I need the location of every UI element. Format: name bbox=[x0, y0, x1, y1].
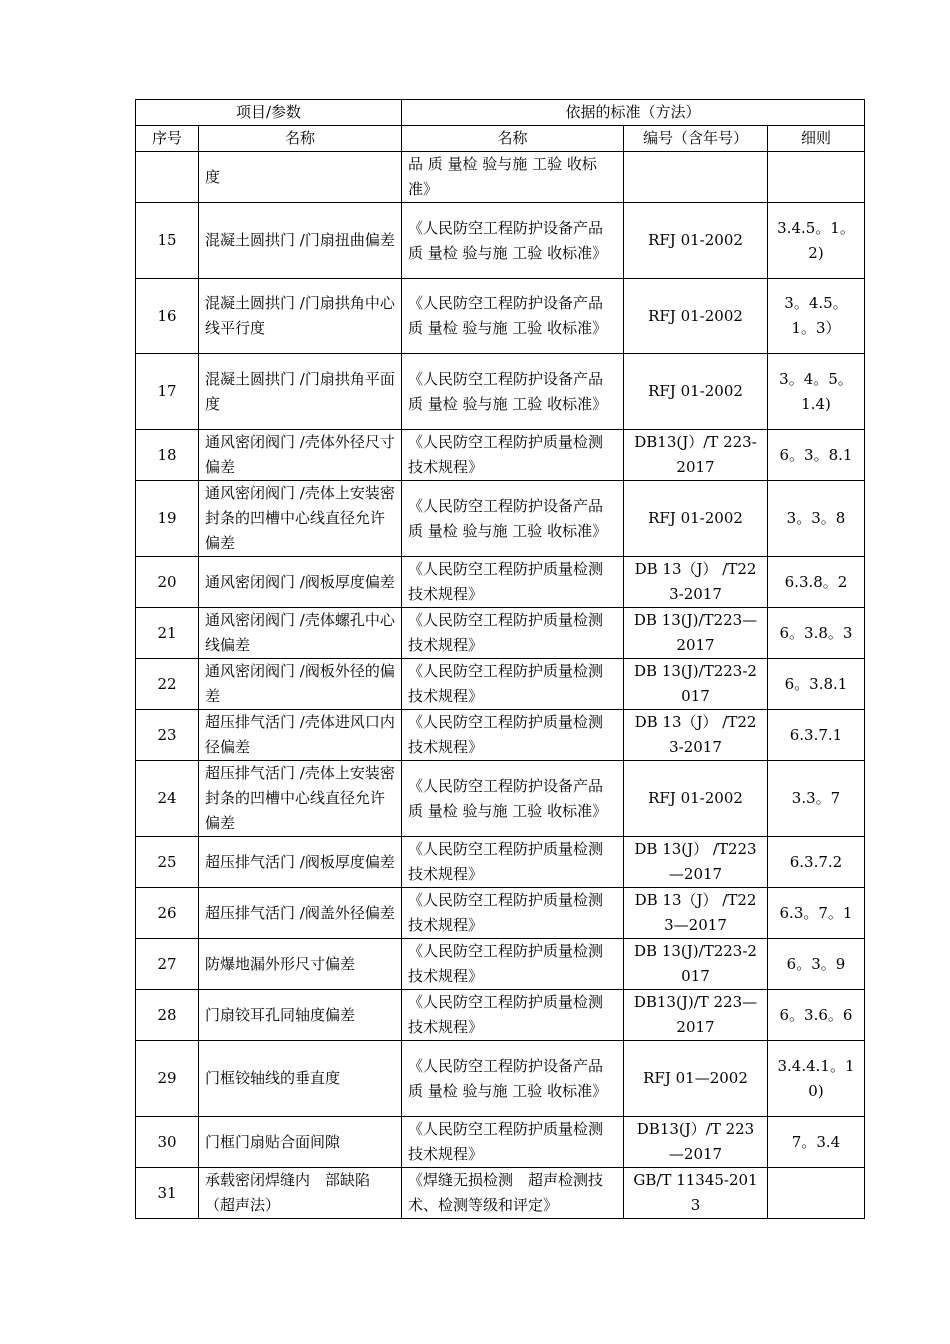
standards-table bbox=[135, 99, 865, 1219]
item-name: 混凝土圆拱门 /门扇拱角中心线平行度 bbox=[199, 279, 402, 354]
standard-name: 《人民防空工程防护质量检测技术规程》 bbox=[402, 608, 624, 659]
item-name: 通风密闭阀门 /阀板外径的偏差 bbox=[199, 659, 402, 710]
row-number: 27 bbox=[136, 939, 199, 990]
row-number: 19 bbox=[136, 481, 199, 557]
table-row bbox=[136, 279, 865, 354]
clause: 6。3.8.1 bbox=[768, 659, 865, 710]
header-standard-code: 编号（含年号） bbox=[624, 126, 768, 152]
standard-name: 《人民防空工程防护设备产品 质 量检 验与施 工验 收标准》 bbox=[402, 1041, 624, 1117]
header-standard-name: 名称 bbox=[402, 126, 624, 152]
row-number: 23 bbox=[136, 710, 199, 761]
standard-name: 《人民防空工程防护质量检测技术规程》 bbox=[402, 939, 624, 990]
clause: 7。3.4 bbox=[768, 1117, 865, 1168]
item-name: 门框铰轴线的垂直度 bbox=[199, 1041, 402, 1117]
standard-code: DB 13(J)/T223—2017 bbox=[624, 608, 768, 659]
clause: 3。3。8 bbox=[768, 481, 865, 557]
table-row bbox=[136, 1041, 865, 1117]
clause: 6。3.6。6 bbox=[768, 990, 865, 1041]
standard-name: 《人民防空工程防护质量检测技术规程》 bbox=[402, 990, 624, 1041]
clause: 6.3.8。2 bbox=[768, 557, 865, 608]
standard-code: DB13(J)/T 223—2017 bbox=[624, 990, 768, 1041]
clause: 3。4.5。1。3） bbox=[768, 279, 865, 354]
standard-code: RFJ 01-2002 bbox=[624, 354, 768, 430]
item-name: 通风密闭阀门 /阀板厚度偏差 bbox=[199, 557, 402, 608]
header-column-row bbox=[136, 126, 865, 152]
row-number: 25 bbox=[136, 837, 199, 888]
standard-name: 《人民防空工程防护质量检测技术规程》 bbox=[402, 837, 624, 888]
item-name: 超压排气活门 /壳体进风口内径偏差 bbox=[199, 710, 402, 761]
row-number: 28 bbox=[136, 990, 199, 1041]
clause: 6.3.7.1 bbox=[768, 710, 865, 761]
table-row bbox=[136, 481, 865, 557]
standard-name: 品 质 量检 验与施 工验 收标准》 bbox=[402, 152, 624, 203]
table-row bbox=[136, 1168, 865, 1219]
standard-code: GB/T 11345-2013 bbox=[624, 1168, 768, 1219]
clause: 3.3。7 bbox=[768, 761, 865, 837]
row-number: 24 bbox=[136, 761, 199, 837]
header-no: 序号 bbox=[136, 126, 199, 152]
clause: 6。3。8.1 bbox=[768, 430, 865, 481]
table-row bbox=[136, 152, 865, 203]
header-standard-method: 依据的标准（方法） bbox=[402, 100, 865, 126]
item-name: 承载密闭焊缝内 部缺陷（超声法） bbox=[199, 1168, 402, 1219]
standard-name: 《人民防空工程防护质量检测技术规程》 bbox=[402, 659, 624, 710]
clause: 6.3.7.2 bbox=[768, 837, 865, 888]
item-name: 超压排气活门 /阀盖外径偏差 bbox=[199, 888, 402, 939]
header-group-row bbox=[136, 100, 865, 126]
table-row bbox=[136, 557, 865, 608]
row-number: 30 bbox=[136, 1117, 199, 1168]
row-number: 16 bbox=[136, 279, 199, 354]
item-name: 混凝土圆拱门 /门扇扭曲偏差 bbox=[199, 203, 402, 279]
row-number: 21 bbox=[136, 608, 199, 659]
clause bbox=[768, 152, 865, 203]
standard-code bbox=[624, 152, 768, 203]
standard-code: DB 13（J） /T223—2017 bbox=[624, 888, 768, 939]
header-name: 名称 bbox=[199, 126, 402, 152]
clause: 3。4。5。1.4) bbox=[768, 354, 865, 430]
item-name: 通风密闭阀门 /壳体螺孔中心线偏差 bbox=[199, 608, 402, 659]
item-name: 超压排气活门 /阀板厚度偏差 bbox=[199, 837, 402, 888]
standard-name: 《焊缝无损检测 超声检测技术、检测等级和评定》 bbox=[402, 1168, 624, 1219]
clause: 6。3.8。3 bbox=[768, 608, 865, 659]
clause: 3.4.5。1。2) bbox=[768, 203, 865, 279]
standard-code: RFJ 01-2002 bbox=[624, 203, 768, 279]
standard-name: 《人民防空工程防护质量检测技术规程》 bbox=[402, 1117, 624, 1168]
table-row bbox=[136, 430, 865, 481]
table-row bbox=[136, 354, 865, 430]
row-number: 29 bbox=[136, 1041, 199, 1117]
table-row bbox=[136, 608, 865, 659]
clause: 3.4.4.1。10) bbox=[768, 1041, 865, 1117]
row-number: 31 bbox=[136, 1168, 199, 1219]
table-row bbox=[136, 1117, 865, 1168]
row-number: 26 bbox=[136, 888, 199, 939]
standard-name: 《人民防空工程防护设备产品 质 量检 验与施 工验 收标准》 bbox=[402, 203, 624, 279]
standard-code: DB13(J）/T 223-2017 bbox=[624, 430, 768, 481]
row-number: 20 bbox=[136, 557, 199, 608]
standard-code: RFJ 01-2002 bbox=[624, 761, 768, 837]
standard-code: RFJ 01-2002 bbox=[624, 481, 768, 557]
standard-name: 《人民防空工程防护质量检测技术规程》 bbox=[402, 888, 624, 939]
row-number: 18 bbox=[136, 430, 199, 481]
item-name: 通风密闭阀门 /壳体外径尺寸偏差 bbox=[199, 430, 402, 481]
item-name: 度 bbox=[199, 152, 402, 203]
item-name: 通风密闭阀门 /壳体上安装密封条的凹槽中心线直径允许偏差 bbox=[199, 481, 402, 557]
standard-code: DB13(J）/T 223—2017 bbox=[624, 1117, 768, 1168]
standard-code: RFJ 01-2002 bbox=[624, 279, 768, 354]
clause: 6。3。9 bbox=[768, 939, 865, 990]
standard-code: DB 13（J） /T223-2017 bbox=[624, 557, 768, 608]
table-body bbox=[136, 152, 865, 1219]
standard-name: 《人民防空工程防护设备产品 质 量检 验与施 工验 收标准》 bbox=[402, 354, 624, 430]
table-row bbox=[136, 939, 865, 990]
table-row bbox=[136, 990, 865, 1041]
table-row bbox=[136, 203, 865, 279]
row-number: 17 bbox=[136, 354, 199, 430]
standard-code: DB 13(J） /T223—2017 bbox=[624, 837, 768, 888]
row-number: 22 bbox=[136, 659, 199, 710]
table-row bbox=[136, 710, 865, 761]
item-name: 门框门扇贴合面间隙 bbox=[199, 1117, 402, 1168]
standard-name: 《人民防空工程防护设备产品 质 量检 验与施 工验 收标准》 bbox=[402, 481, 624, 557]
clause: 6.3。7。1 bbox=[768, 888, 865, 939]
item-name: 防爆地漏外形尺寸偏差 bbox=[199, 939, 402, 990]
standard-name: 《人民防空工程防护质量检测技术规程》 bbox=[402, 430, 624, 481]
item-name: 门扇铰耳孔同轴度偏差 bbox=[199, 990, 402, 1041]
header-clause: 细则 bbox=[768, 126, 865, 152]
table-row bbox=[136, 888, 865, 939]
standard-code: DB 13（J） /T223-2017 bbox=[624, 710, 768, 761]
clause bbox=[768, 1168, 865, 1219]
standard-code: RFJ 01—2002 bbox=[624, 1041, 768, 1117]
standard-code: DB 13(J)/T223-2017 bbox=[624, 939, 768, 990]
standard-name: 《人民防空工程防护设备产品 质 量检 验与施 工验 收标准》 bbox=[402, 761, 624, 837]
table-row bbox=[136, 837, 865, 888]
item-name: 混凝土圆拱门 /门扇拱角平面度 bbox=[199, 354, 402, 430]
table-row bbox=[136, 659, 865, 710]
row-number bbox=[136, 152, 199, 203]
row-number: 15 bbox=[136, 203, 199, 279]
standard-code: DB 13(J)/T223-2017 bbox=[624, 659, 768, 710]
header-item-param: 项目/参数 bbox=[136, 100, 402, 126]
standard-name: 《人民防空工程防护质量检测技术规程》 bbox=[402, 710, 624, 761]
standard-name: 《人民防空工程防护质量检测技术规程》 bbox=[402, 557, 624, 608]
table-row bbox=[136, 761, 865, 837]
standard-name: 《人民防空工程防护设备产品 质 量检 验与施 工验 收标准》 bbox=[402, 279, 624, 354]
item-name: 超压排气活门 /壳体上安装密封条的凹槽中心线直径允许偏差 bbox=[199, 761, 402, 837]
